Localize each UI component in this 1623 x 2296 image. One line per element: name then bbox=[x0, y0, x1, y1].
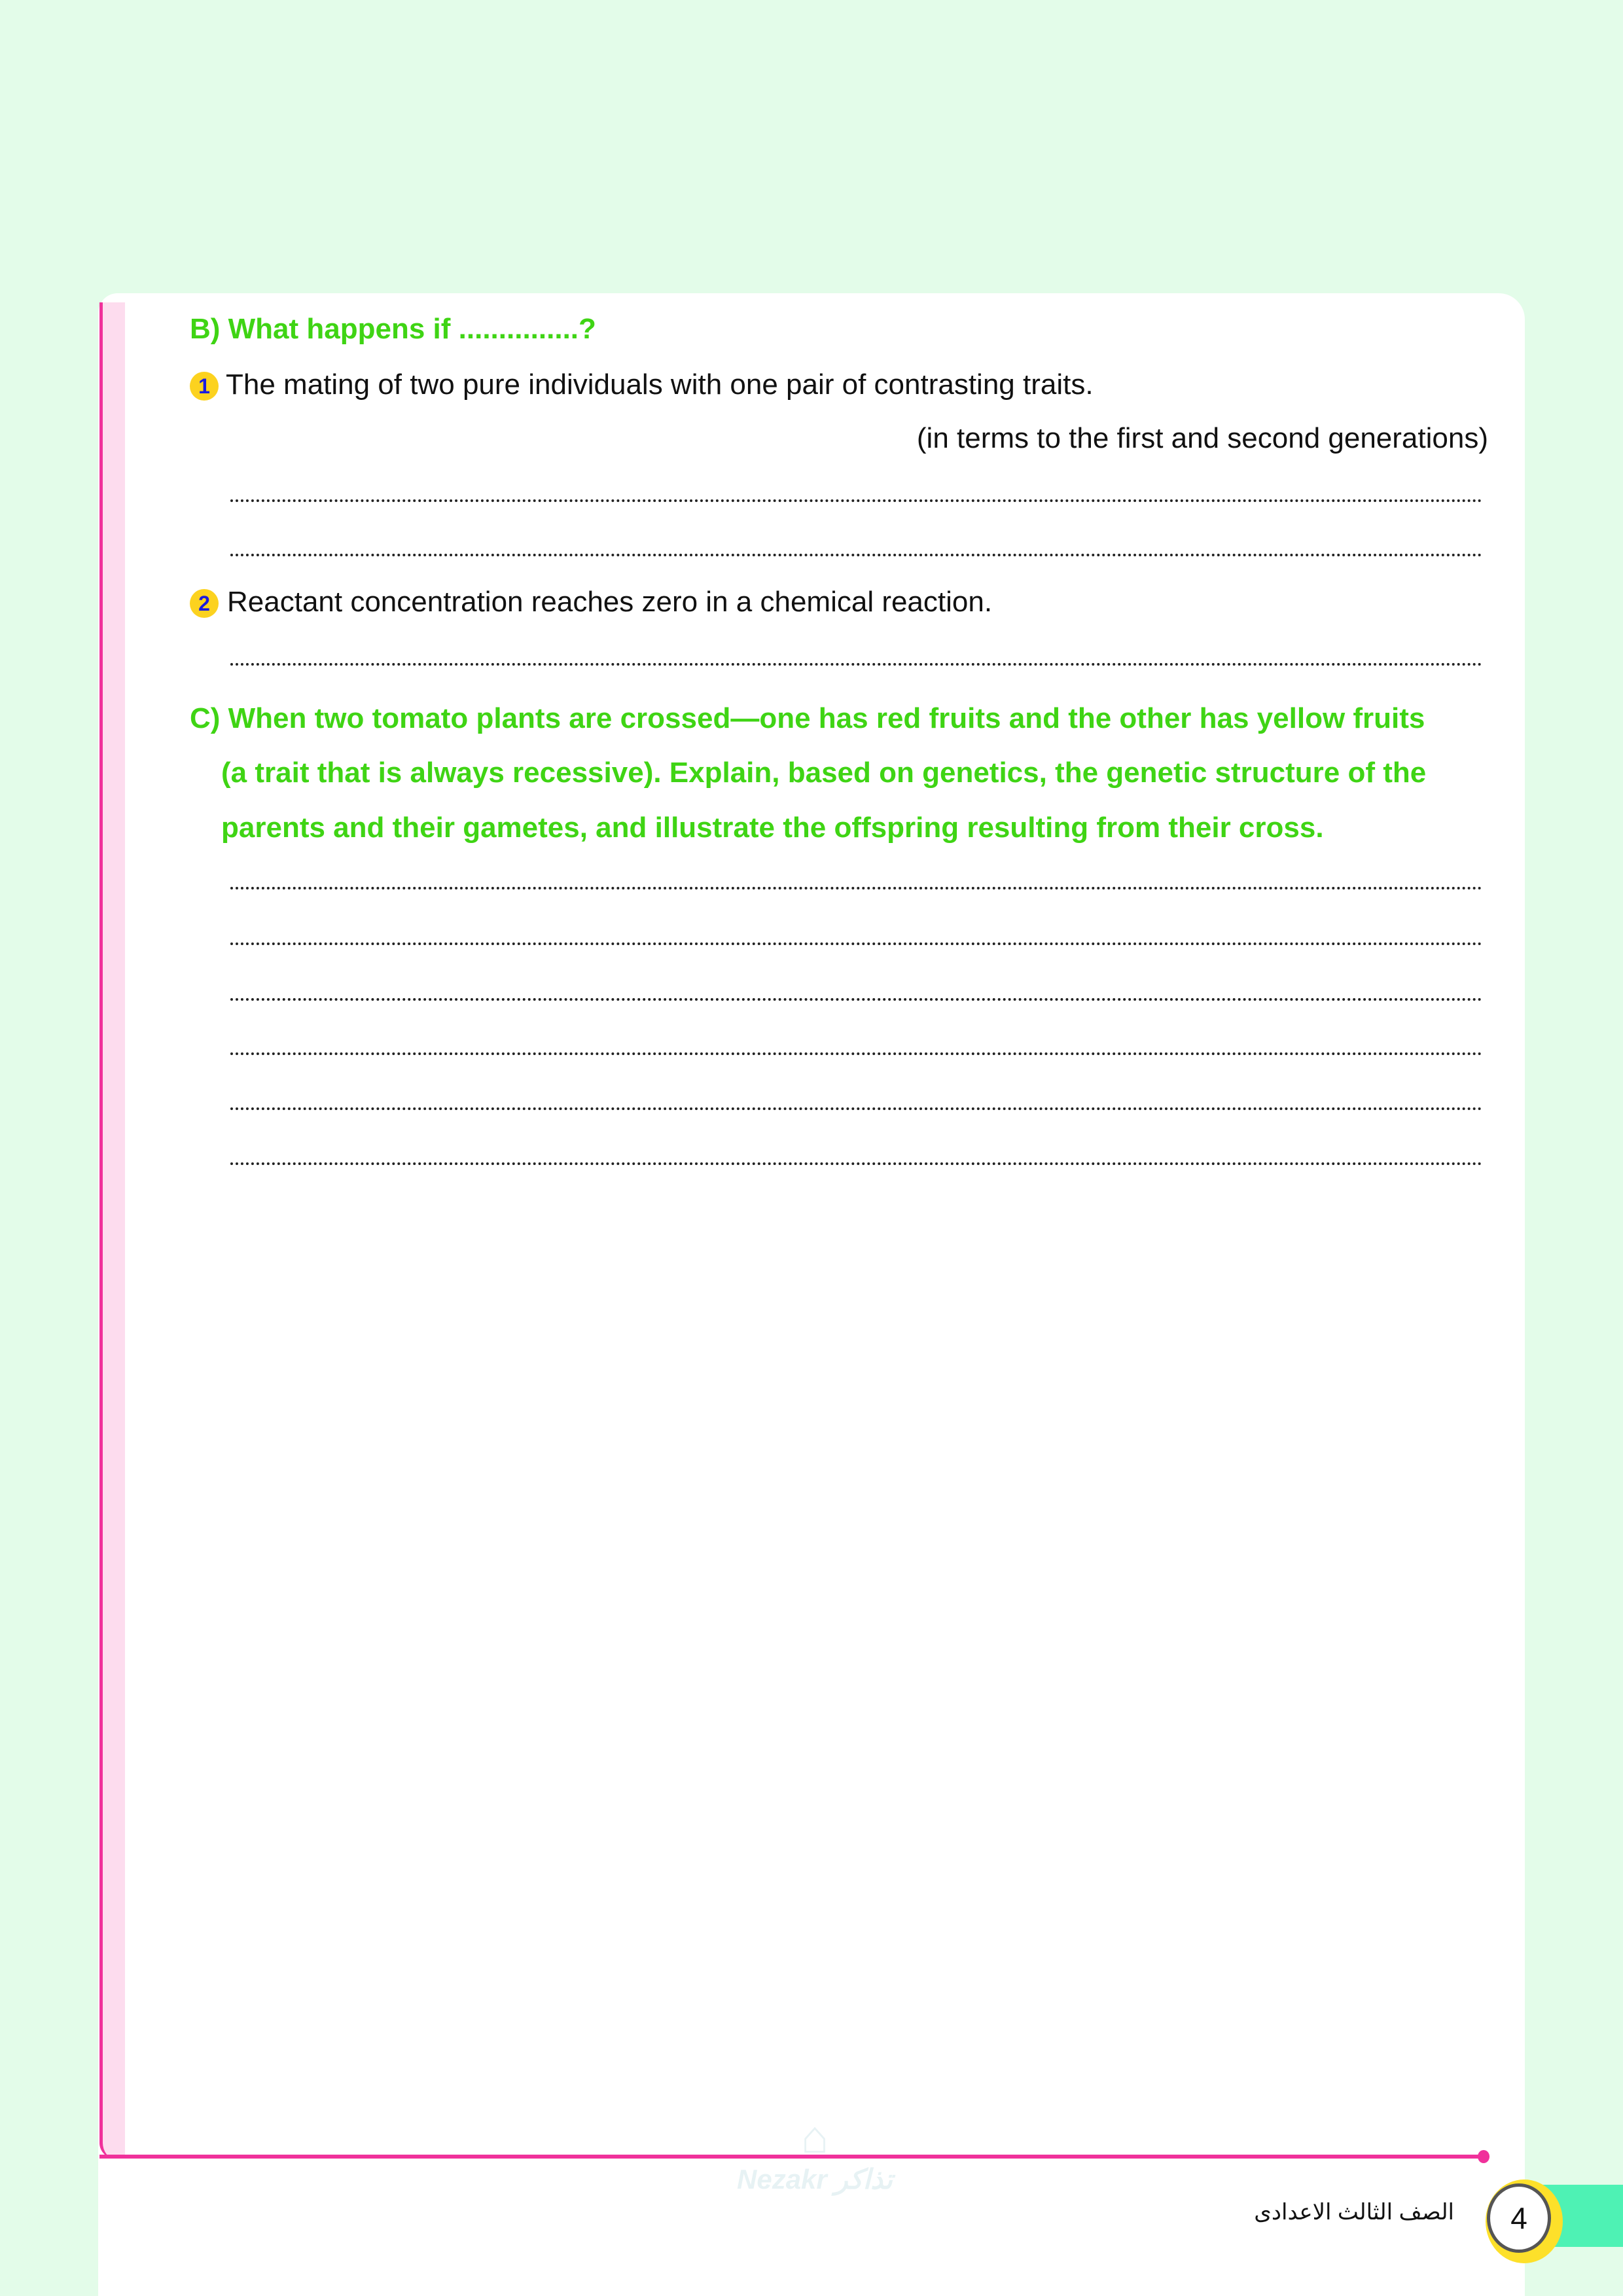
section-c-line-1: C) When two tomato plants are crossed—one has red fruits and the other has yellow fruits bbox=[190, 702, 1425, 734]
answer-line[interactable] bbox=[230, 663, 1482, 666]
number-badge-2: 2 bbox=[190, 589, 219, 618]
answer-line[interactable] bbox=[230, 1162, 1482, 1165]
watermark-logo: ⌂ Nezakr تذاكر bbox=[737, 2111, 893, 2195]
question-1-text: The mating of two pure individuals with one pair of contrasting traits. bbox=[226, 368, 1094, 401]
left-margin-bar bbox=[99, 302, 125, 2159]
question-2-text: Reactant concentration reaches zero in a chemical reaction. bbox=[227, 586, 993, 618]
answer-line[interactable] bbox=[230, 1052, 1482, 1055]
answer-line[interactable] bbox=[230, 942, 1482, 945]
section-c-line-2: (a trait that is always recessive). Explain, based on genetics, the genetic structure of the bbox=[221, 757, 1427, 789]
grade-label: الصف الثالث الاعدادى bbox=[1254, 2200, 1454, 2225]
number-badge-1: 1 bbox=[190, 372, 219, 401]
section-b-title: B) What happens if ...............? bbox=[190, 313, 596, 345]
answer-line[interactable] bbox=[230, 1107, 1482, 1110]
answer-line[interactable] bbox=[230, 554, 1482, 556]
logo-text: Nezakr تذاكر bbox=[737, 2164, 893, 2195]
answer-line[interactable] bbox=[230, 887, 1482, 889]
answer-line[interactable] bbox=[230, 499, 1482, 502]
answer-line[interactable] bbox=[230, 998, 1482, 1001]
section-c-line-3: parents and their gametes, and illustrate the offspring resulting from their cross. bbox=[221, 812, 1324, 844]
divider-end-dot bbox=[1478, 2150, 1489, 2163]
page-number: 4 bbox=[1487, 2183, 1551, 2253]
question-1-note: (in terms to the first and second generations) bbox=[916, 422, 1488, 454]
